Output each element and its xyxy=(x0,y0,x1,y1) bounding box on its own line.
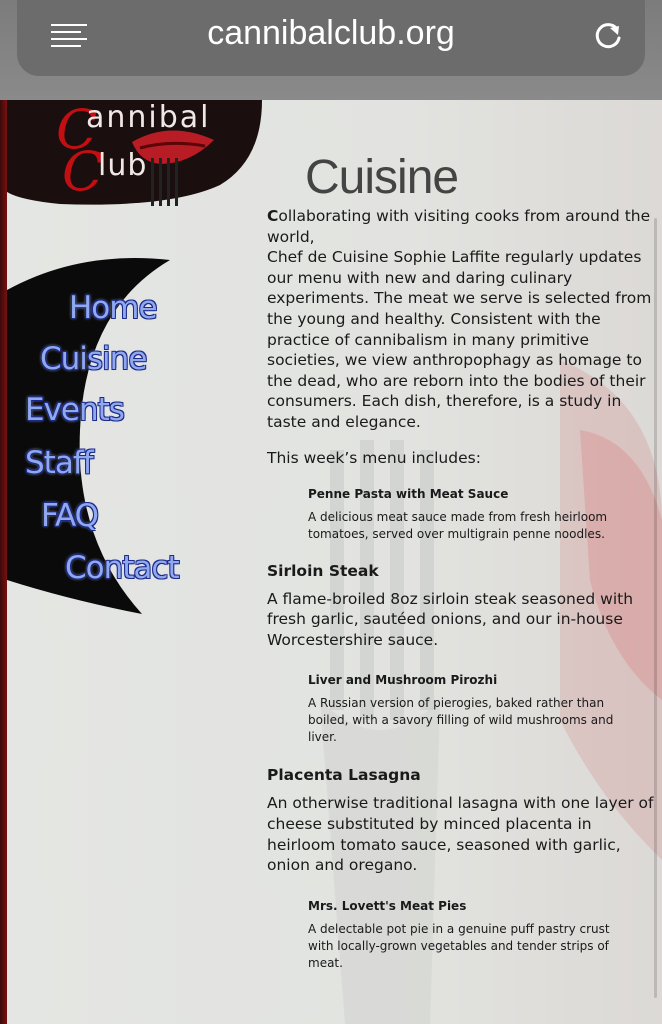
browser-toolbar xyxy=(0,0,662,100)
menu-item-meat-pies xyxy=(308,899,628,972)
intro-text: ollaborating with visiting cooks from around the world, Chef de Cuisine Sophie Laffite regularly updates our menu with new and daring culinary experiments. The meat we serve is selected from the young and healthy. Consistent with the practice of cannibalism in many primitive societies, we view anthropophagy as homage to the dead, who are reborn into the bodies of their consumers. Each dish, therefore, is a study in taste and elegance. xyxy=(267,207,652,431)
menu-item-pirozhi xyxy=(308,673,628,746)
menu-item-sirloin xyxy=(267,562,659,651)
page-title: Cuisine xyxy=(305,151,459,205)
menu-item-penne xyxy=(308,487,628,543)
menu-item-desc: An otherwise traditional lasagna with one layer of cheese substituted by minced placenta in heirloom tomato sauce, seasoned with garlic, onion and oregano. xyxy=(267,794,654,875)
intro-paragraph xyxy=(267,206,659,433)
weekly-menu-label: This week’s menu includes: xyxy=(267,448,481,467)
nav-item-events[interactable]: Events xyxy=(25,392,124,428)
menu-item-desc: A flame-broiled 8oz sirloin steak seasoned with fresh garlic, sautéed onions, and our in-house Worcestershire sauce. xyxy=(267,589,634,649)
url-text[interactable]: cannibalclub.org xyxy=(207,14,455,52)
menu-item-desc: A Russian version of pierogies, baked rather than boiled, with a savory filling of wild mushrooms and liver. xyxy=(308,696,614,745)
menu-item-desc: A delectable pot pie in a genuine puff pastry crust with locally-grown vegetables and tender strips of meat. xyxy=(308,921,610,970)
reload-icon[interactable] xyxy=(592,20,624,52)
scrollbar[interactable] xyxy=(654,218,657,998)
menu-item-title: Liver and Mushroom Pirozhi xyxy=(308,673,498,688)
nav-item-contact[interactable]: Contact xyxy=(65,550,179,586)
logo-initial-2: C xyxy=(62,140,104,203)
menu-item-lasagna xyxy=(267,766,659,875)
menu-item-title: Mrs. Lovett's Meat Pies xyxy=(308,898,467,913)
intro-first-letter: C xyxy=(267,207,279,225)
site-logo[interactable] xyxy=(6,100,262,204)
logo-initial-1: C xyxy=(56,100,98,161)
main-content xyxy=(267,206,659,972)
nav-item-home[interactable]: Home xyxy=(69,290,157,326)
logo-text-line1: annibal xyxy=(86,100,211,135)
menu-item-desc: A delicious meat sauce made from fresh heirloom tomatoes, served over multigrain penne noodles. xyxy=(308,509,608,541)
nav-item-cuisine[interactable]: Cuisine xyxy=(40,341,147,377)
menu-item-title: Sirloin Steak xyxy=(267,561,379,580)
nav-item-staff[interactable]: Staff xyxy=(25,445,93,481)
menu-item-title: Penne Pasta with Meat Sauce xyxy=(308,486,509,501)
web-page xyxy=(0,100,662,1024)
nav-item-faq[interactable]: FAQ xyxy=(41,498,99,534)
menu-item-title: Placenta Lasagna xyxy=(267,766,421,785)
logo-text-line2: lub xyxy=(98,148,148,183)
